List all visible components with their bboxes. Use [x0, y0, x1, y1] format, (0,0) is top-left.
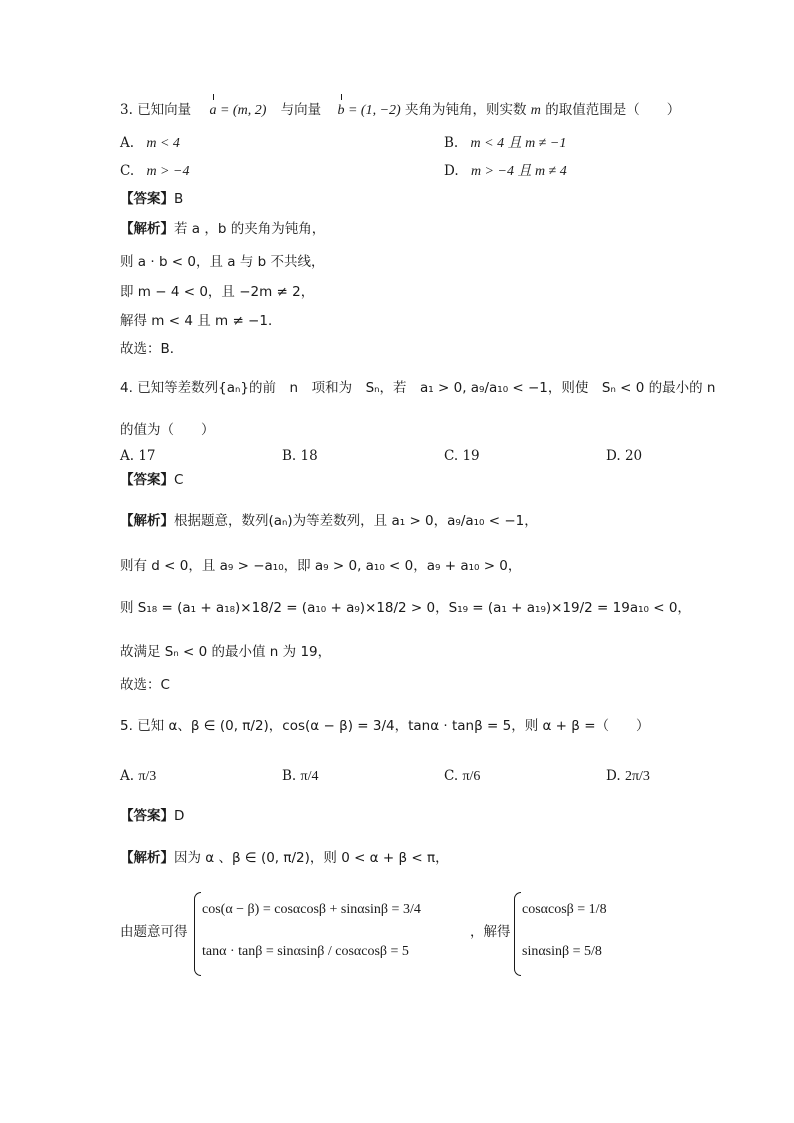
system-equation-2: tanα · tanβ = sinαsinβ / cosαcosβ = 5: [202, 944, 409, 959]
q4-analysis-4: 故满足 Sₙ < 0 的最小值 n 为 19，: [120, 644, 332, 660]
q5-option-b: B. π/4: [282, 768, 319, 784]
q5-analysis-1: 【解析】因为 α 、β ∈ (0, π/2)，则 0 < α + β < π，: [120, 850, 449, 866]
right-brace: [514, 892, 521, 976]
q4-analysis-3: 则 S₁₈ = (a₁ + a₁₈)×18/2 = (a₁₀ + a₉)×18/2 > 0，S₁₉ = (a₁ + a₁₉)×19/2 = 19a₁₀ < 0，: [120, 600, 691, 616]
q3-option-b: B. m < 4 且 m ≠ −1: [444, 135, 567, 151]
q4-stem-line2: 的值为（ ）: [120, 422, 215, 438]
q4-option-b: B. 18: [282, 448, 318, 464]
q4-analysis-5: 故选：C: [120, 677, 170, 693]
q3-stem: 3. 已知向量 a = (m, 2) 与向量 b = (1, −2) 夹角为钝角，则实数 m 的取值范围是（ ）: [120, 100, 680, 121]
system-equation-1: cos(α − β) = cosαcosβ + sinαsinβ = 3/4: [202, 902, 421, 917]
vector-a: a = (m, 2): [209, 103, 266, 118]
q4-option-c: C. 19: [444, 448, 480, 464]
q4-stem-line1: 4. 已知等差数列{aₙ}的前 n 项和为 Sₙ，若 a₁ > 0, a₉/a₁₀ < −1，则使 Sₙ < 0 的最小的 n: [120, 380, 716, 396]
q3-analysis-5: 故选：B．: [120, 341, 184, 357]
q3-option-d: D. m > −4 且 m ≠ 4: [444, 163, 567, 179]
solve-prefix: ，解得: [470, 924, 511, 940]
q4-answer: 【答案】C: [120, 472, 184, 488]
q3-option-c: C. m > −4: [120, 163, 190, 179]
q4-analysis-2: 则有 d < 0，且 a₉ > −a₁₀，即 a₉ > 0, a₁₀ < 0，a₉ + a₁₀ > 0，: [120, 558, 522, 574]
vector-b: b = (1, −2): [337, 103, 400, 118]
q5-option-c: C. π/6: [444, 768, 481, 784]
q4-analysis-1: 【解析】根据题意，数列(aₙ)为等差数列，且 a₁ > 0，a₉/a₁₀ < −1，: [120, 513, 538, 529]
left-brace: [194, 892, 201, 976]
q5-analysis-prefix: 由题意可得: [120, 924, 188, 940]
q5-option-a: A. π/3: [120, 768, 157, 784]
q3-analysis-4: 解得 m < 4 且 m ≠ −1．: [120, 313, 282, 329]
q3-number: 3.: [120, 102, 133, 118]
q3-answer: 【答案】B: [120, 191, 184, 207]
q5-stem: 5. 已知 α、β ∈ (0, π/2)，cos(α − β) = 3/4，tanα · tanβ = 5，则 α + β =（ ）: [120, 718, 650, 734]
q4-option-a: A. 17: [120, 448, 156, 464]
solve-equation-2: sinαsinβ = 5/8: [522, 944, 602, 959]
q3-analysis-2: 则 a · b < 0，且 a 与 b 不共线，: [120, 254, 325, 270]
solve-equation-1: cosαcosβ = 1/8: [522, 902, 607, 917]
q3-option-a: A. m < 4: [120, 135, 180, 151]
q5-option-d: D. 2π/3: [606, 768, 650, 784]
q5-answer: 【答案】D: [120, 808, 185, 824]
q4-option-d: D. 20: [606, 448, 643, 464]
q3-analysis-3: 即 m − 4 < 0，且 −2m ≠ 2，: [120, 284, 315, 300]
q3-analysis-1: 【解析】若 a ，b 的夹角为钝角，: [120, 221, 326, 237]
